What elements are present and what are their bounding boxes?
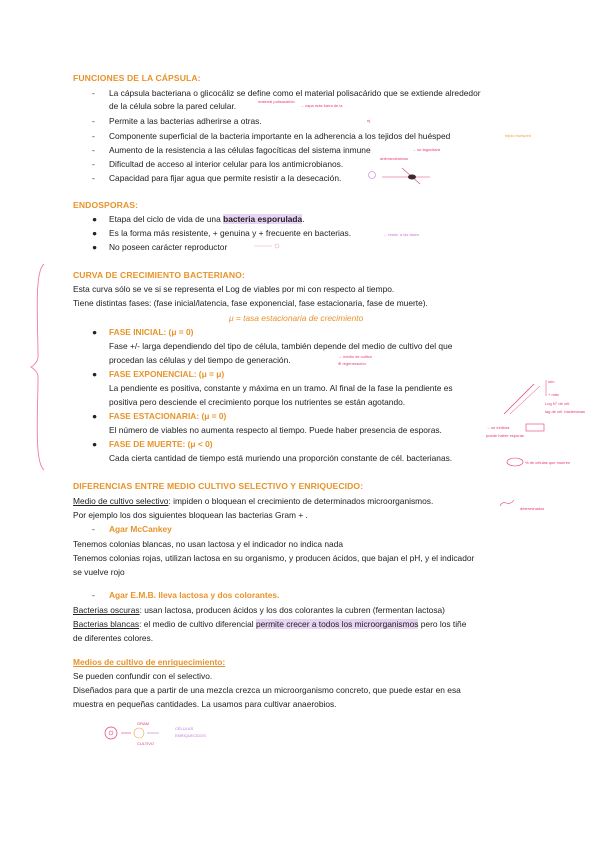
cells-doodle xyxy=(103,722,173,744)
annotation: GRAM xyxy=(137,721,149,726)
curva-formula: μ = tasa estacionaria de crecimiento xyxy=(229,313,364,323)
dash-bullet: - xyxy=(92,116,95,126)
dash-bullet: - xyxy=(92,173,95,183)
annotation: puede haber esporas xyxy=(486,433,524,438)
dash-bullet: - xyxy=(92,590,95,600)
dot-bullet: ● xyxy=(92,214,98,224)
selectivo-line: Medio de cultivo selectivo: impiden o bloquean el crecimiento de determinados microorganismos. xyxy=(73,496,434,506)
annotation: → se inhibirá xyxy=(486,425,510,430)
enriquecimiento-line-3: muestra en pequeñas cantidades. La usamos para cultivar anaerobios. xyxy=(73,699,337,709)
fase-exponencial-line-1: La pendiente es positiva, constante y máxima en un tramo. Al final de la fase la pendiente es xyxy=(109,383,453,393)
enriquecimiento-line-2: Diseñados para que a partir de una mezcla crezca un microorganismo concreto, que puede estar en esa xyxy=(73,685,461,695)
annotation: CÉLULAS xyxy=(175,726,194,731)
dot-bullet: ● xyxy=(92,411,98,421)
ejemplo-line: Por ejemplo los dos siguientes bloquean las bacterias Gram + . xyxy=(73,510,308,520)
capsula-item-5: Dificultad de acceso al interior celular para los antimicrobianos. xyxy=(109,159,344,169)
fase-exponencial-line-2: positiva pero desciende el crecimiento porque los nutrientes se están agotando. xyxy=(109,397,406,407)
slope-doodle xyxy=(500,378,550,418)
annotation: determinados xyxy=(520,506,545,511)
annotation: lag de cél. bacterianas xyxy=(545,409,586,414)
endosporas-item-1: Etapa del ciclo de vida de una bacteria esporulada. xyxy=(109,214,305,224)
annotation: % de células que mueren xyxy=(525,460,571,465)
mcconkey-line-2: Tenemos colonias rojas, utilizan lactosa en su organismo, y producen ácidos, que bajan el pH, y el indicador xyxy=(73,553,475,563)
curva-title: CURVA DE CRECIMIENTO BACTERIANO: xyxy=(73,270,245,280)
annotation: + máx xyxy=(548,392,560,397)
fase-inicial-line-2: procedan las células y del tiempo de generación. xyxy=(109,355,291,365)
capsula-title: FUNCIONES DE LA CÁPSULA: xyxy=(73,73,201,83)
fase-muerte-title: FASE DE MUERTE: (μ < 0) xyxy=(109,439,213,449)
dot-bullet: ● xyxy=(92,242,98,252)
annotation: material polisacárido xyxy=(258,99,295,104)
box-doodle xyxy=(525,423,547,433)
dot-bullet: ● xyxy=(92,228,98,238)
capsula-item-6: Capacidad para fijar agua que permite resistir a la desecación. xyxy=(109,173,342,183)
diferencias-title: DIFERENCIAS ENTRE MEDIO CULTIVO SELECTIVO Y ENRIQUECIDO: xyxy=(73,481,364,491)
annotation: ej. xyxy=(367,118,372,123)
fase-estacionaria-title: FASE ESTACIONARIA: (μ = 0) xyxy=(109,411,227,421)
dash-bullet: - xyxy=(92,159,95,169)
annotation: → resist. a las fases xyxy=(383,232,420,237)
enriquecimiento-title: Medios de cultivo de enriquecimiento: xyxy=(73,657,226,667)
annotation: ⊕ regeneración xyxy=(338,361,366,366)
annotation: antimicrobianos xyxy=(380,156,409,161)
dash-bullet: - xyxy=(92,88,95,98)
capsula-item-4: Aumento de la resistencia a las células fagocíticas del sistema inmune xyxy=(109,145,371,155)
endosporas-title: ENDOSPORAS: xyxy=(73,200,139,210)
curva-line-2: Tiene distintas fases: (fase inicial/latencia, fase exponencial, fase estacionaria, fase de muerte). xyxy=(73,298,428,308)
capsula-item-3: Componente superficial de la bacteria importante en la adherencia a los tejidos del huésped xyxy=(109,131,451,141)
enriquecimiento-line-1: Se pueden confundir con el selectivo. xyxy=(73,671,213,681)
blancas-line: Bacterias blancas: el medio de cultivo diferencial permite crecer a todos los microorganismos pero los tiñe xyxy=(73,619,467,629)
fase-inicial-title: FASE INICIAL: (μ = 0) xyxy=(109,327,194,337)
circle-doodle xyxy=(505,455,527,469)
oscuras-line: Bacterias oscuras: usan lactosa, producen ácidos y los dos colorantes la cubren (fermentan lactosa) xyxy=(73,605,445,615)
capsula-item-2: Permite a las bacterias adherirse a otras. xyxy=(109,116,262,126)
dash-bullet: - xyxy=(92,131,95,141)
annotation: CULTIVO xyxy=(137,741,155,746)
mcconkey-title: Agar McCankey xyxy=(109,524,172,534)
fase-exponencial-title: FASE EXPONENCIAL: (μ = μ) xyxy=(109,369,225,379)
annotation: tejido huésped xyxy=(505,133,532,138)
fase-estacionaria-line-1: El número de viables no aumenta respecto al tiempo. Puede haber presencia de esporas. xyxy=(109,425,442,435)
arrow-doodle xyxy=(252,241,282,251)
dash-bullet: - xyxy=(92,145,95,155)
annotation: → capa más fuera de la xyxy=(300,103,343,108)
curly-brace-doodle xyxy=(30,262,48,472)
desiccation-doodle xyxy=(362,164,442,186)
mcconkey-line-1: Tenemos colonias blancas, no usan lactosa y el indicador no indica nada xyxy=(73,539,344,549)
annotation: → medio de cultivo xyxy=(338,354,373,359)
dot-bullet: ● xyxy=(92,439,98,449)
annotation: → se fagocitará xyxy=(412,147,441,152)
dot-bullet: ● xyxy=(92,327,98,337)
annotation: Log N° de cél. xyxy=(545,401,571,406)
fase-inicial-line-1: Fase +/- larga dependiendo del tipo de célula, también depende del medio de cultivo del que xyxy=(109,341,453,351)
blancas-line-2: de diferentes colores. xyxy=(73,633,154,643)
mcconkey-line-3: se vuelve rojo xyxy=(73,567,125,577)
endosporas-item-2: Es la forma más resistente, + genuina y + frecuente en bacterias. xyxy=(109,228,352,238)
scribble-doodle xyxy=(498,496,518,510)
annotation: ENRIQUECIDOS xyxy=(175,733,206,738)
annotation: min xyxy=(548,379,555,384)
emb-title: Agar E.M.B. lleva lactosa y dos colorantes. xyxy=(109,590,280,600)
curva-line-1: Esta curva sólo se ve si se representa el Log de viables por mi con respecto al tiempo. xyxy=(73,284,395,294)
dot-bullet: ● xyxy=(92,369,98,379)
fase-muerte-line-1: Cada cierta cantidad de tiempo está muriendo una proporción constante de cél. bacterianas. xyxy=(109,453,453,463)
capsula-item-1: La cápsula bacteriana o glicocáliz se define como el material polisacárido que se extiende alrededor xyxy=(109,88,481,98)
capsula-item-1-cont: de la célula sobre la pared celular. xyxy=(109,101,237,111)
dash-bullet: - xyxy=(92,524,95,534)
endosporas-item-3: No poseen carácter reproductor xyxy=(109,242,228,252)
